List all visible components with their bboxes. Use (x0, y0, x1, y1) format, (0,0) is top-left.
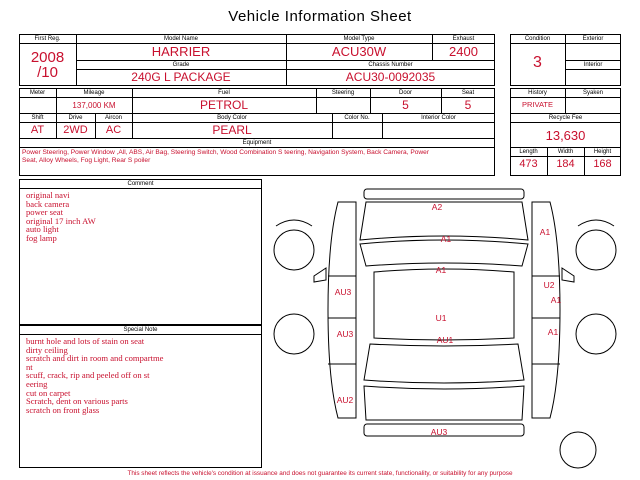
comment-label: Comment (127, 181, 154, 187)
chassis-number-value: ACU30-0092035 (345, 70, 436, 84)
condition-value: 3 (533, 54, 542, 71)
special-note-list (26, 337, 258, 414)
damage-mark-right-u2: U2 (543, 280, 555, 290)
width-label: Width (557, 149, 574, 155)
front-bumper (364, 189, 524, 199)
body-color-label: Body Color (217, 115, 247, 121)
damage-mark-roof-front: A1 (435, 265, 447, 275)
trunk (364, 386, 524, 420)
shift-value: AT (30, 124, 45, 136)
aircon-label: Aircon (104, 115, 122, 121)
syaken-label: Syaken (582, 90, 603, 96)
damage-mark-rear: AU3 (430, 427, 448, 437)
chassis-number-label: Chassis Number (368, 62, 413, 68)
first-reg-label: First Reg. (34, 36, 61, 42)
damage-mark-right-rear-door: A1 (547, 327, 559, 337)
grade-label: Grade (172, 62, 190, 68)
right-mirror (562, 268, 574, 282)
door-value: 5 (402, 98, 409, 112)
list-item: back camera (26, 198, 70, 209)
comment-list (26, 191, 258, 243)
rear-right-wheel (576, 314, 616, 354)
car-damage-diagram (266, 180, 630, 470)
model-type-value: ACU30W (331, 44, 387, 59)
fuel-label: Fuel (218, 90, 230, 96)
list-item: dirty ceiling (26, 344, 68, 355)
damage-mark-front-right: A1 (539, 227, 551, 237)
width-value: 184 (556, 158, 575, 170)
list-item: Scratch, dent on various parts (26, 396, 128, 407)
body-color-value: PEARL (212, 123, 252, 137)
page-title: Vehicle Information Sheet (228, 8, 412, 25)
condition-label: Condition (524, 36, 551, 42)
left-side-body (328, 202, 356, 418)
first-reg-year: 2008 (30, 49, 65, 66)
equipment-text: Power Steering, Power Window ,All, ABS, Air Bag, Steering Switch, Wood Combination S teering, Navigation System, Back Camera, Power Seat, Alloy Wheels, Fog Light, Rear S poiler (22, 149, 430, 164)
list-item: burnt hole and lots of stain on seat (26, 336, 145, 346)
drive-value: 2WD (63, 124, 88, 136)
spare-wheel (560, 432, 596, 468)
list-item: cut on carpet (26, 387, 71, 398)
left-mirror (314, 268, 326, 282)
damage-mark-top: A2 (431, 202, 443, 212)
recycle-fee-value: 13,630 (545, 128, 586, 143)
list-item: auto light (26, 224, 59, 235)
list-item: scratch and dirt in room and compartme (26, 353, 164, 364)
list-item: fog lamp (26, 232, 57, 243)
meter-label: Meter (29, 90, 46, 96)
special-note-label: Special Note (123, 327, 158, 333)
grade-value: 240G L PACKAGE (131, 70, 231, 84)
aircon-value: AC (105, 124, 122, 136)
exhaust-value: 2400 (449, 44, 478, 59)
shift-label: Shift (31, 115, 44, 121)
model-name-label: Model Name (163, 36, 198, 42)
rear-window (364, 344, 524, 383)
recycle-fee-label: Recycle Fee (548, 115, 583, 121)
list-item: power seat (26, 207, 63, 218)
history-value: PRIVATE (522, 100, 553, 109)
length-label: Length (519, 149, 538, 155)
list-item: original navi (26, 190, 70, 200)
exhaust-label: Exhaust (452, 36, 475, 42)
list-item: original 17 inch AW (26, 215, 96, 226)
damage-mark-center: AU1 (436, 335, 454, 345)
roof (374, 269, 514, 340)
damage-mark-roof: U1 (435, 313, 447, 323)
interior-color-label: Interior Color (421, 115, 456, 121)
list-item: scuff, crack, rip and peeled off on st (26, 370, 150, 381)
damage-mark-left-side: AU3 (334, 287, 352, 297)
list-item: eering (26, 378, 48, 389)
drive-label: Drive (68, 115, 83, 121)
exterior-label: Exterior (582, 36, 604, 42)
height-label: Height (593, 149, 612, 155)
mileage-value: 137,000 KM (72, 101, 116, 110)
door-label: Door (398, 90, 412, 96)
model-name-value: HARRIER (151, 44, 211, 59)
mileage-label: Mileage (83, 90, 105, 96)
history-label: History (528, 90, 547, 96)
height-value: 168 (593, 158, 612, 170)
seat-label: Seat (461, 90, 475, 96)
fuel-value: PETROL (199, 98, 248, 112)
length-value: 473 (519, 158, 538, 170)
seat-value: 5 (464, 98, 472, 112)
steering-label: Steering (331, 90, 355, 96)
equipment-label: Equipment (242, 140, 272, 146)
rear-left-wheel (274, 314, 314, 354)
model-type-label: Model Type (343, 36, 375, 42)
damage-mark-left-rear-door: AU3 (336, 329, 354, 339)
damage-mark-right-a1: A1 (550, 295, 562, 305)
list-item: scratch on front glass (26, 404, 100, 415)
disclaimer-footer: This sheet reflects the vehicle's condition at issuance and does not guarantee its current state, functionality, or suitability for any purpose (127, 470, 513, 477)
front-left-wheel (274, 230, 314, 270)
list-item: nt (26, 361, 33, 372)
front-right-wheel (576, 230, 616, 270)
damage-mark-hood: A1 (440, 234, 452, 244)
first-reg-month: /10 (37, 64, 58, 81)
color-no-label: Color No. (344, 115, 370, 121)
damage-mark-left-lower: AU2 (336, 395, 354, 405)
interior-label: Interior (583, 62, 603, 68)
